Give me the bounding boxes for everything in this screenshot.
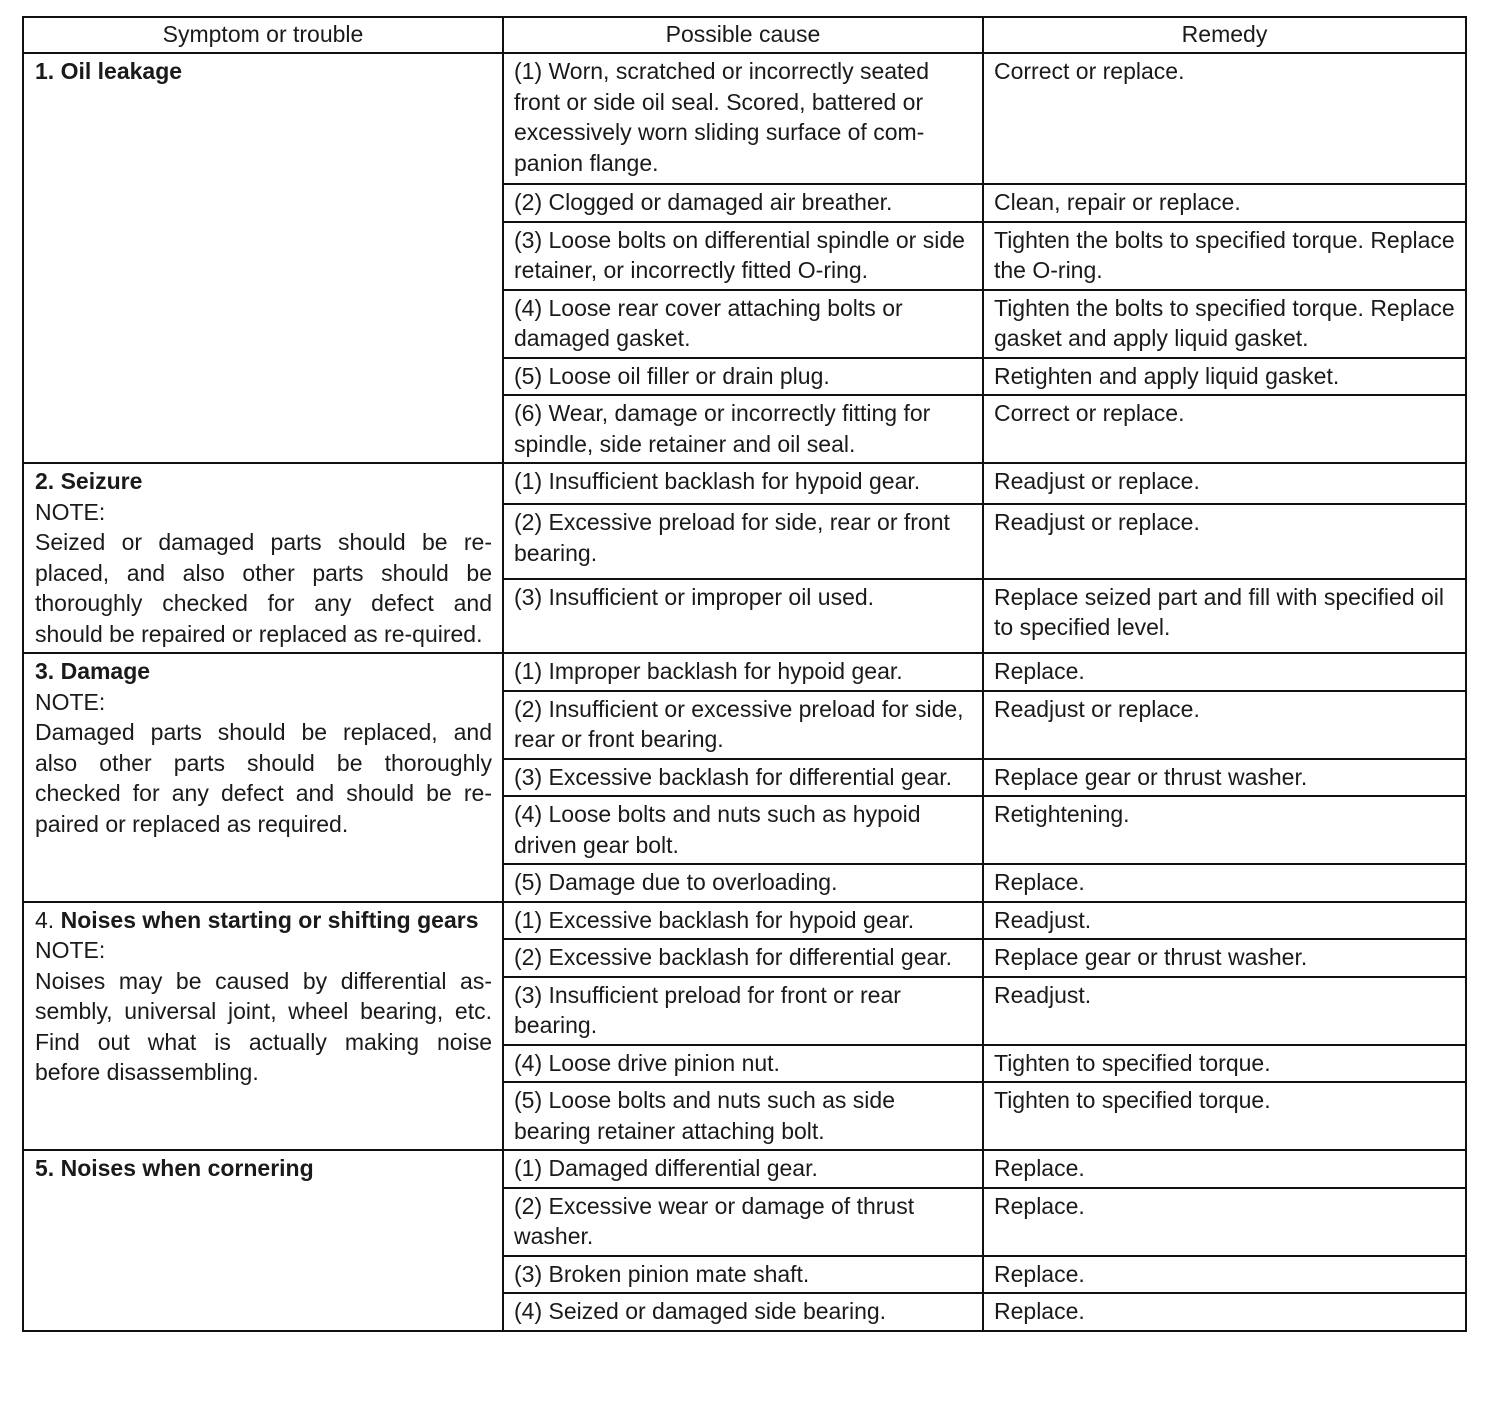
cause-cell: (4) Seized or damaged side bearing. — [503, 1293, 983, 1331]
troubleshooting-table — [22, 16, 1467, 1332]
note-label: NOTE: — [35, 688, 106, 715]
symptom-cell — [23, 53, 503, 463]
remedy-cell: Readjust or replace. — [983, 504, 1466, 578]
header-symptom: Symptom or trouble — [23, 17, 503, 53]
symptom-title: Oil leakage — [60, 58, 183, 84]
symptom-heading — [35, 656, 492, 687]
remedy-cell: Replace. — [983, 1150, 1466, 1188]
header-cause: Possible cause — [503, 17, 983, 53]
symptom-title: Damage — [60, 658, 151, 684]
symptom-title: Noises when cornering — [60, 1155, 314, 1181]
cause-cell: (4) Loose drive pinion nut. — [503, 1045, 983, 1083]
remedy-cell: Replace. — [983, 1293, 1466, 1331]
remedy-cell: Replace. — [983, 1188, 1466, 1256]
cause-cell: (6) Wear, damage or incorrectly fitting for spindle, side retainer and oil seal. — [503, 395, 983, 463]
remedy-cell: Tighten the bolts to specified torque. Replace the O-ring. — [983, 222, 1466, 290]
cause-cell: (2) Excessive backlash for differential gear. — [503, 939, 983, 977]
note-label: NOTE: — [35, 498, 106, 525]
cause-cell: (1) Improper backlash for hypoid gear. — [503, 653, 983, 691]
symptom-cell — [23, 1150, 503, 1331]
remedy-cell: Tighten the bolts to specified torque. Replace gasket and apply liquid gasket. — [983, 290, 1466, 358]
symptom-number: 1. — [35, 58, 55, 84]
symptom-cell — [23, 653, 503, 902]
cause-cell: (3) Insufficient preload for front or rear bearing. — [503, 977, 983, 1045]
note-text: Damaged parts should be replaced, and also other parts should be thoroughly checked for any defect and should be re-paired or replaced as required. — [35, 719, 492, 837]
cause-cell: (2) Excessive wear or damage of thrust washer. — [503, 1188, 983, 1256]
cause-cell: (1) Damaged differential gear. — [503, 1150, 983, 1188]
cause-cell: (3) Insufficient or improper oil used. — [503, 579, 983, 653]
symptom-heading — [35, 905, 492, 936]
symptom-title: Noises when starting or shifting gears — [60, 906, 479, 933]
table-row — [23, 53, 1466, 184]
symptom-number: 3. — [35, 658, 55, 684]
remedy-cell: Replace gear or thrust washer. — [983, 759, 1466, 797]
remedy-cell: Correct or replace. — [983, 53, 1466, 184]
symptom-number: 5. — [35, 1155, 55, 1181]
cause-cell: (5) Loose bolts and nuts such as side bearing retainer attaching bolt. — [503, 1082, 983, 1150]
symptom-heading — [35, 1153, 492, 1184]
cause-cell: (3) Broken pinion mate shaft. — [503, 1256, 983, 1294]
cause-cell: (5) Damage due to overloading. — [503, 864, 983, 902]
remedy-cell: Readjust or replace. — [983, 691, 1466, 759]
remedy-cell: Correct or replace. — [983, 395, 1466, 463]
remedy-cell: Replace. — [983, 1256, 1466, 1294]
remedy-cell: Tighten to specified torque. — [983, 1045, 1466, 1083]
note-label: NOTE: — [35, 937, 106, 963]
remedy-cell: Tighten to specified torque. — [983, 1082, 1466, 1150]
cause-cell: (5) Loose oil filler or drain plug. — [503, 358, 983, 396]
remedy-cell: Replace gear or thrust washer. — [983, 939, 1466, 977]
troubleshooting-sheet — [22, 16, 1465, 1332]
cause-cell: (4) Loose rear cover attaching bolts or damaged gasket. — [503, 290, 983, 358]
remedy-cell: Clean, repair or replace. — [983, 184, 1466, 222]
symptom-number: 4. — [35, 906, 55, 933]
cause-cell: (1) Worn, scratched or incorrectly seated front or side oil seal. Scored, battered or excessively worn sliding surface of com-panion flange. — [503, 53, 983, 184]
note-text: Seized or damaged parts should be re-placed, and also other parts should be thoroughly checked for any defect and should be repaired or replaced as re-quired. — [35, 529, 492, 647]
header-remedy: Remedy — [983, 17, 1466, 53]
cause-cell: (3) Excessive backlash for differential gear. — [503, 759, 983, 797]
symptom-cell — [23, 902, 503, 1151]
cause-cell: (1) Excessive backlash for hypoid gear. — [503, 902, 983, 940]
symptom-heading — [35, 466, 492, 497]
header-row — [23, 17, 1466, 53]
table-body — [23, 53, 1466, 1331]
symptom-title: Seizure — [60, 468, 143, 494]
remedy-cell: Retightening. — [983, 796, 1466, 864]
cause-cell: (2) Clogged or damaged air breather. — [503, 184, 983, 222]
remedy-cell: Retighten and apply liquid gasket. — [983, 358, 1466, 396]
cause-cell: (2) Insufficient or excessive preload for side, rear or front bearing. — [503, 691, 983, 759]
table-row — [23, 902, 1466, 940]
cause-cell: (4) Loose bolts and nuts such as hypoid driven gear bolt. — [503, 796, 983, 864]
remedy-cell: Replace seized part and fill with specified oil to specified level. — [983, 579, 1466, 653]
symptom-cell — [23, 463, 503, 653]
table-row — [23, 653, 1466, 691]
table-row — [23, 1150, 1466, 1188]
remedy-cell: Replace. — [983, 864, 1466, 902]
cause-cell: (1) Insufficient backlash for hypoid gear. — [503, 463, 983, 504]
note-text: Noises may be caused by differential as-sembly, universal joint, wheel bearing, etc. Find out what is actually making noise before disassembling. — [35, 967, 492, 1085]
remedy-cell: Readjust or replace. — [983, 463, 1466, 504]
cause-cell: (3) Loose bolts on differential spindle or side retainer, or incorrectly fitted O-ring. — [503, 222, 983, 290]
symptom-heading — [35, 56, 492, 87]
cause-cell: (2) Excessive preload for side, rear or front bearing. — [503, 504, 983, 578]
remedy-cell: Readjust. — [983, 902, 1466, 940]
remedy-cell: Replace. — [983, 653, 1466, 691]
symptom-number: 2. — [35, 468, 55, 494]
remedy-cell: Readjust. — [983, 977, 1466, 1045]
table-row — [23, 463, 1466, 504]
